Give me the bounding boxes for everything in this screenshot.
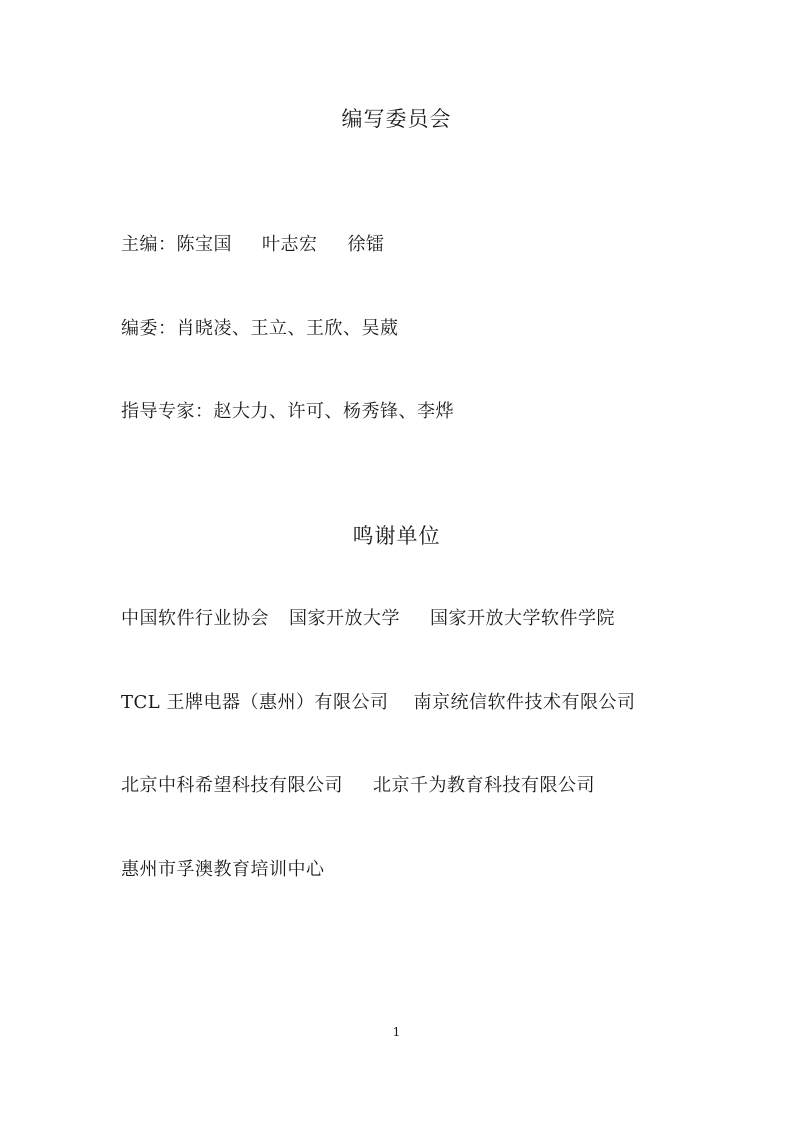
- committee-title: 编写委员会: [341, 107, 452, 131]
- chief-editor-name: 叶志宏: [262, 234, 318, 255]
- organization-name: 北京中科希望科技有限公司: [121, 775, 343, 796]
- advisors-line: [121, 397, 454, 423]
- organization-name: TCL 王牌电器（惠州）有限公司: [121, 692, 389, 713]
- organization-name: 中国软件行业协会: [121, 608, 269, 629]
- editors-names: 肖晓凌、王立、王欣、吴葳: [176, 318, 399, 339]
- acknowledgement-row: [121, 771, 595, 797]
- organization-name: 国家开放大学软件学院: [430, 608, 615, 629]
- acknowledgement-row: [121, 688, 635, 714]
- advisors-label: 指导专家：: [121, 401, 214, 422]
- organization-name: 北京千为教育科技有限公司: [373, 775, 595, 796]
- chief-editor-name: 徐镭: [347, 234, 385, 255]
- editors-label: 编委：: [121, 318, 177, 339]
- organization-name: 南京统信软件技术有限公司: [413, 692, 636, 713]
- chief-editors-label: 主编：: [121, 234, 177, 255]
- acknowledgements-title: 鸣谢单位: [352, 524, 441, 548]
- chief-editor-name: 陈宝国: [176, 234, 232, 255]
- organization-name: 国家开放大学: [289, 608, 400, 629]
- acknowledgement-row: [121, 855, 325, 881]
- acknowledgement-row: [121, 604, 615, 630]
- chief-editors-line: [121, 230, 385, 256]
- editors-line: [121, 314, 399, 340]
- organization-name: 惠州市孚澳教育培训中心: [121, 859, 325, 880]
- advisors-names: 赵大力、许可、杨秀锋、李烨: [213, 401, 454, 422]
- page-number: 1: [392, 1025, 401, 1039]
